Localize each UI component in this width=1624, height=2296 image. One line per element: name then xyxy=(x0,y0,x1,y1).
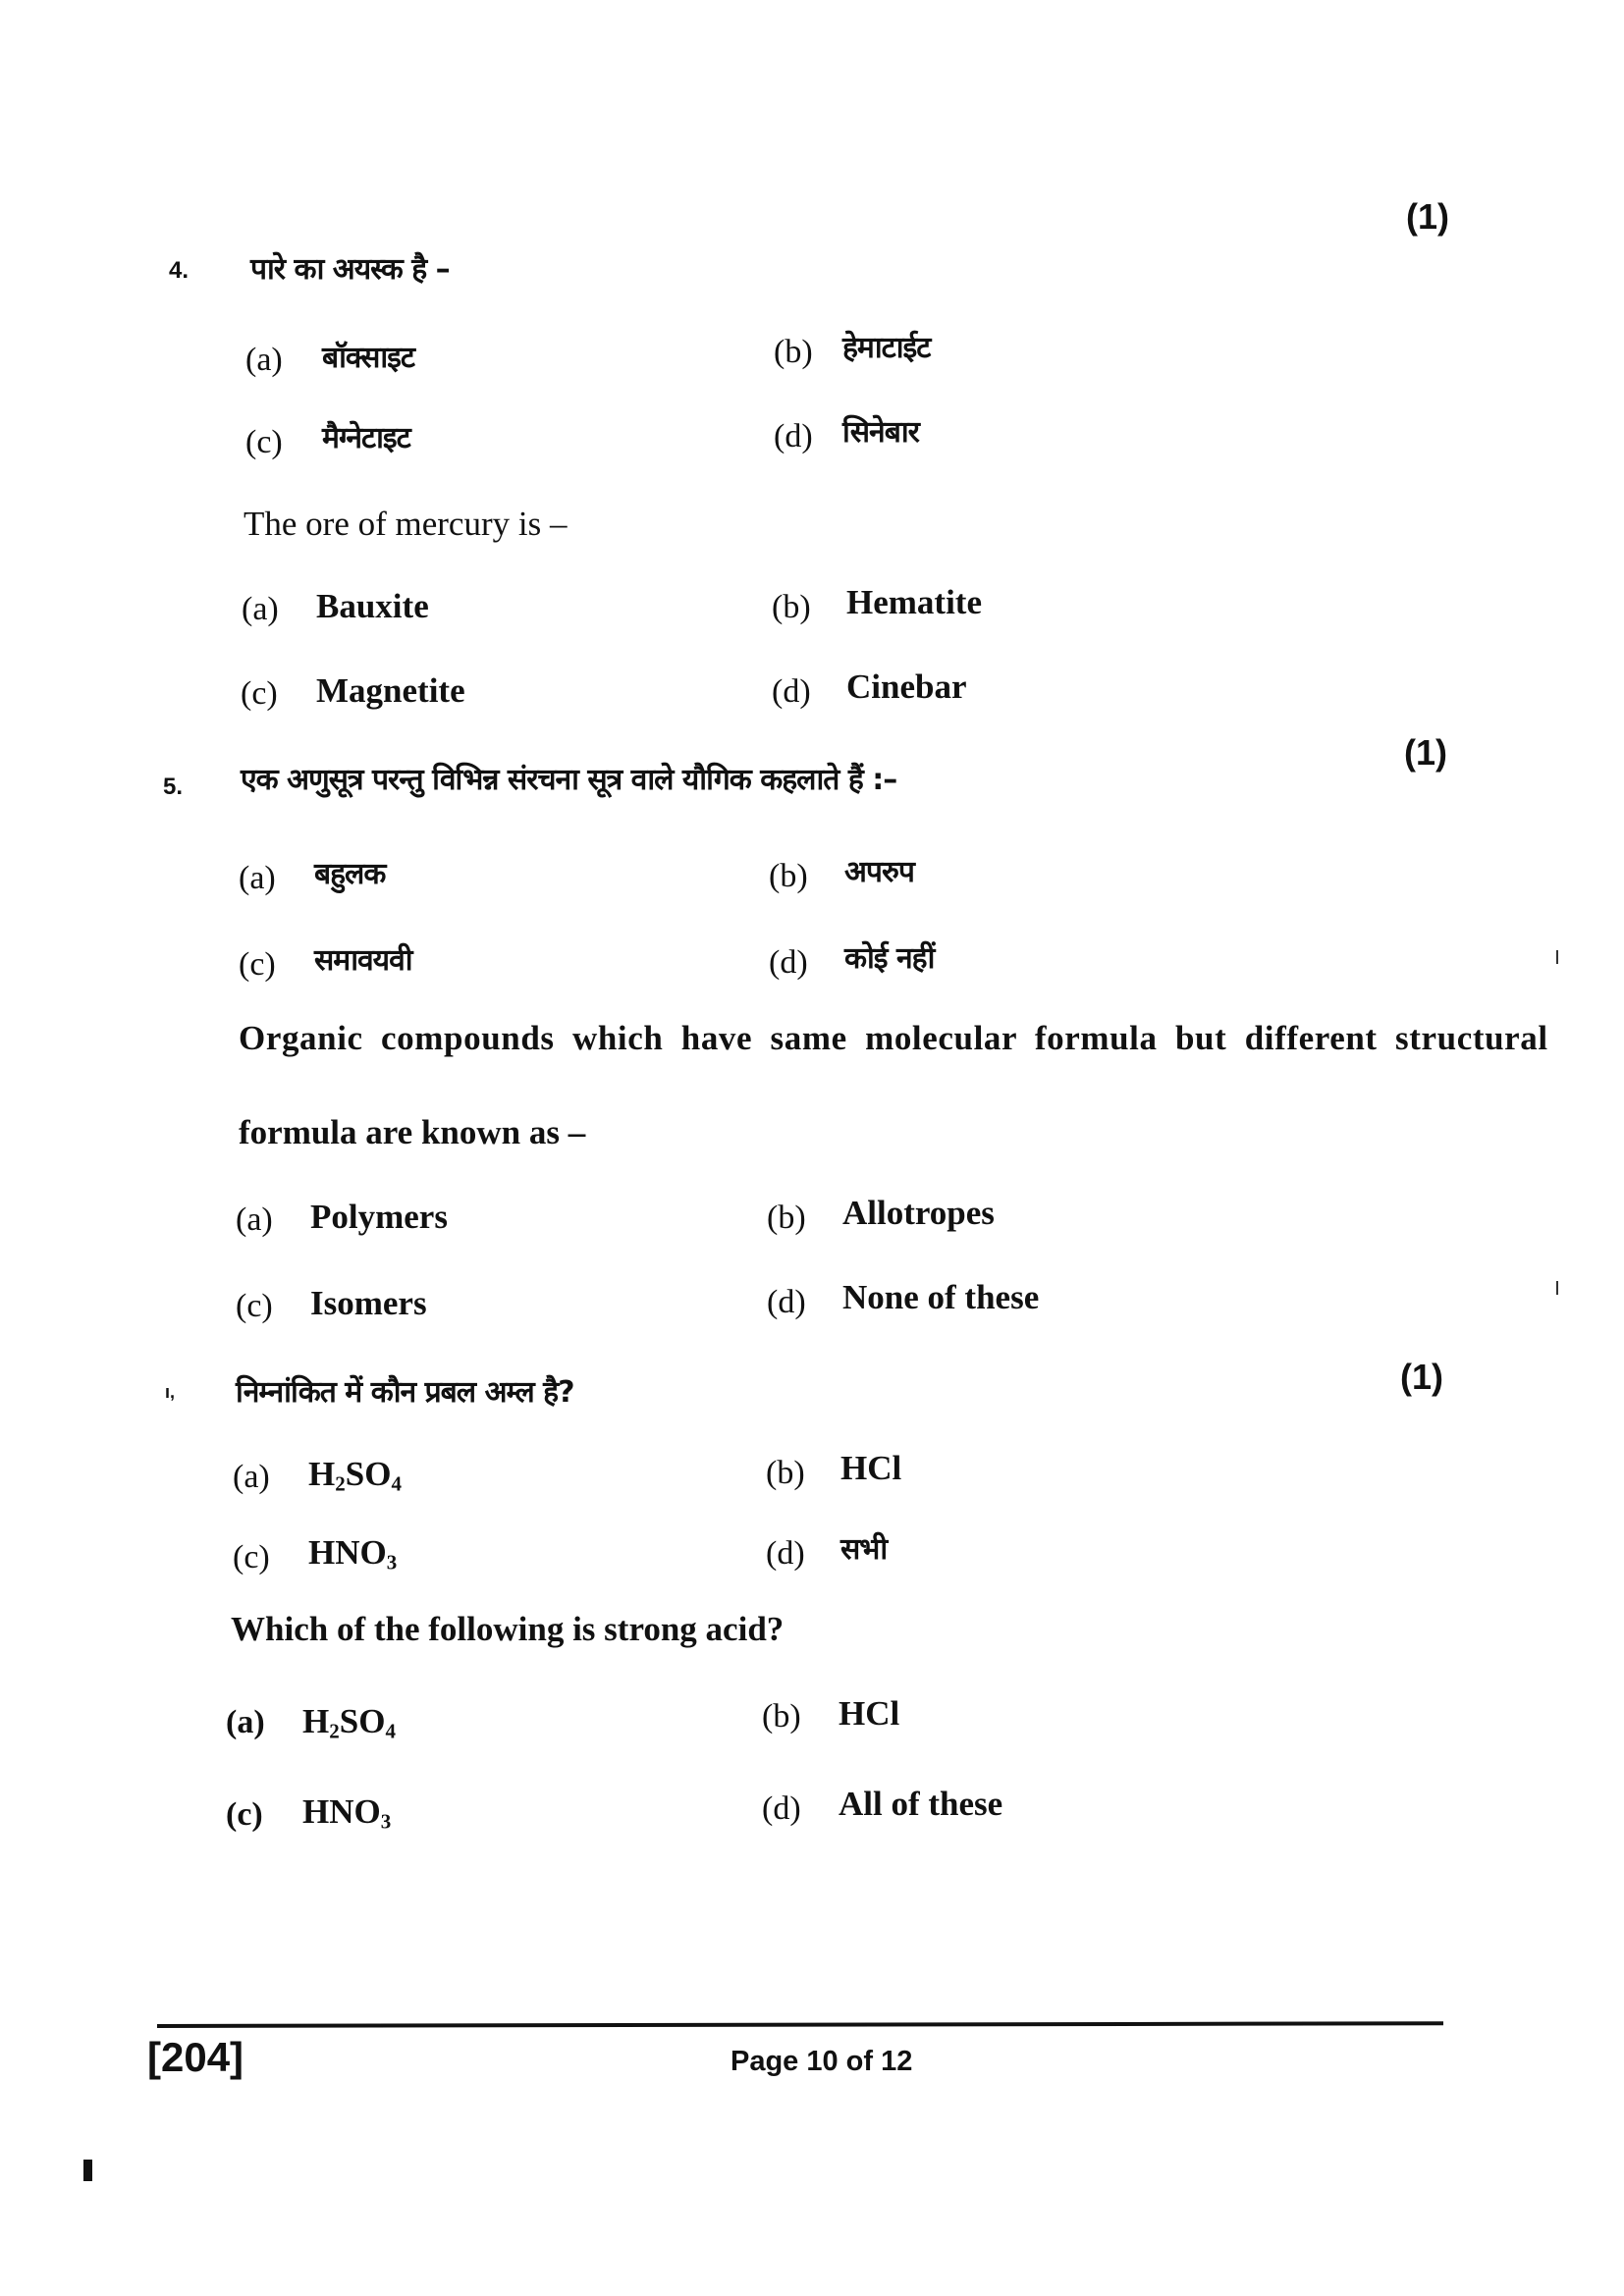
q4-en-opt-a-label: (a) xyxy=(242,591,279,627)
scan-mark xyxy=(83,2160,92,2181)
q6-en-opt-a-label: (a) xyxy=(226,1704,265,1740)
q5-hi-opt-d: कोई नहीं xyxy=(844,941,935,976)
q5-english-question-line1: Organic compounds which have same molecular formula but different structural xyxy=(239,1019,1548,1057)
q5-en-opt-d: None of these xyxy=(842,1278,1040,1316)
q4-hi-opt-b-label: (b) xyxy=(774,334,813,370)
q6-en-opt-b-label: (b) xyxy=(762,1698,801,1735)
q4-en-opt-d: Cinebar xyxy=(846,667,967,706)
q4-hi-opt-d: सिनेबार xyxy=(842,415,919,450)
q6-hi-opt-a-label: (a) xyxy=(233,1459,270,1495)
q5-hi-opt-c-label: (c) xyxy=(239,946,276,983)
q6-en-opt-d-label: (d) xyxy=(762,1790,801,1827)
q6-en-opt-b: HCl xyxy=(839,1694,900,1733)
q6-en-opt-a: $H_2SO_4$ xyxy=(302,1702,396,1743)
footer-divider xyxy=(157,2021,1443,2028)
q5-hi-opt-c: समावयवी xyxy=(314,943,412,978)
q6-en-opt-d: All of these xyxy=(839,1785,1003,1823)
q6-hi-opt-d-label: (d) xyxy=(766,1535,805,1572)
q4-en-opt-b: Hematite xyxy=(846,583,982,621)
q6-english-question: Which of the following is strong acid? xyxy=(231,1610,785,1648)
q4-hi-opt-d-label: (d) xyxy=(774,418,813,454)
q6-hindi-question: निम्नांकित में कौन प्रबल अम्ल है? xyxy=(236,1375,574,1410)
q5-en-opt-b: Allotropes xyxy=(842,1194,995,1232)
q5-en-opt-a-label: (a) xyxy=(236,1201,273,1238)
q6-hi-opt-b-label: (b) xyxy=(766,1455,805,1491)
q5-en-opt-b-label: (b) xyxy=(767,1200,806,1236)
q4-hi-opt-c: मैग्नेटाइट xyxy=(322,421,410,455)
q4-en-opt-c: Magnetite xyxy=(316,671,465,710)
q4-hi-opt-c-label: (c) xyxy=(245,424,283,460)
q5-en-opt-d-label: (d) xyxy=(767,1284,806,1320)
q5-number: 5. xyxy=(163,774,184,800)
q5-en-opt-c-label: (c) xyxy=(236,1288,273,1324)
q6-hi-opt-a: $H_2SO_4$ xyxy=(308,1455,402,1496)
q6-hi-opt-d: सभी xyxy=(840,1532,888,1567)
page-number: Page 10 of 12 xyxy=(731,2046,913,2077)
q5-hi-opt-b: अपरुप xyxy=(844,855,914,889)
q4-hi-opt-a: बॉक्साइट xyxy=(322,341,414,375)
q4-hi-opt-b: हेमाटाईट xyxy=(842,331,931,365)
q5-hindi-question: एक अणुसूत्र परन्तु विभिन्न संरचना सूत्र वाले यौगिक कहलाते हैं :– xyxy=(241,763,897,797)
paper-code: [204] xyxy=(147,2034,244,2080)
q4-en-opt-b-label: (b) xyxy=(772,589,811,625)
scan-speck xyxy=(1556,950,1558,964)
q5-marks: (1) xyxy=(1404,732,1447,773)
q6-en-opt-c: $HNO_3$ xyxy=(302,1792,392,1834)
q4-hindi-question: पारे का अयस्क है – xyxy=(250,252,450,287)
q4-english-question: The ore of mercury is – xyxy=(244,505,568,543)
q4-en-opt-d-label: (d) xyxy=(772,673,811,710)
q5-hi-opt-b-label: (b) xyxy=(769,858,808,894)
q5-hi-opt-a: बहुलक xyxy=(314,857,386,891)
q6-en-opt-c-label: (c) xyxy=(226,1796,263,1833)
q4-number: 4. xyxy=(169,257,189,284)
q4-hi-opt-a-label: (a) xyxy=(245,342,283,378)
q5-en-opt-a: Polymers xyxy=(310,1198,448,1236)
q6-hi-opt-c: $HNO_3$ xyxy=(308,1533,398,1575)
q5-english-question-line2: formula are known as – xyxy=(239,1113,586,1151)
q4-marks: (1) xyxy=(1406,196,1449,237)
q6-hi-opt-c-label: (c) xyxy=(233,1539,270,1575)
scan-speck xyxy=(1556,1281,1558,1295)
q4-en-opt-c-label: (c) xyxy=(241,675,278,712)
q6-number: ı, xyxy=(165,1382,176,1402)
q6-hi-opt-b: HCl xyxy=(840,1449,902,1487)
q6-marks: (1) xyxy=(1400,1357,1443,1397)
q5-hi-opt-a-label: (a) xyxy=(239,860,276,896)
q5-hi-opt-d-label: (d) xyxy=(769,944,808,981)
q4-en-opt-a: Bauxite xyxy=(316,587,429,625)
q5-en-opt-c: Isomers xyxy=(310,1284,427,1322)
